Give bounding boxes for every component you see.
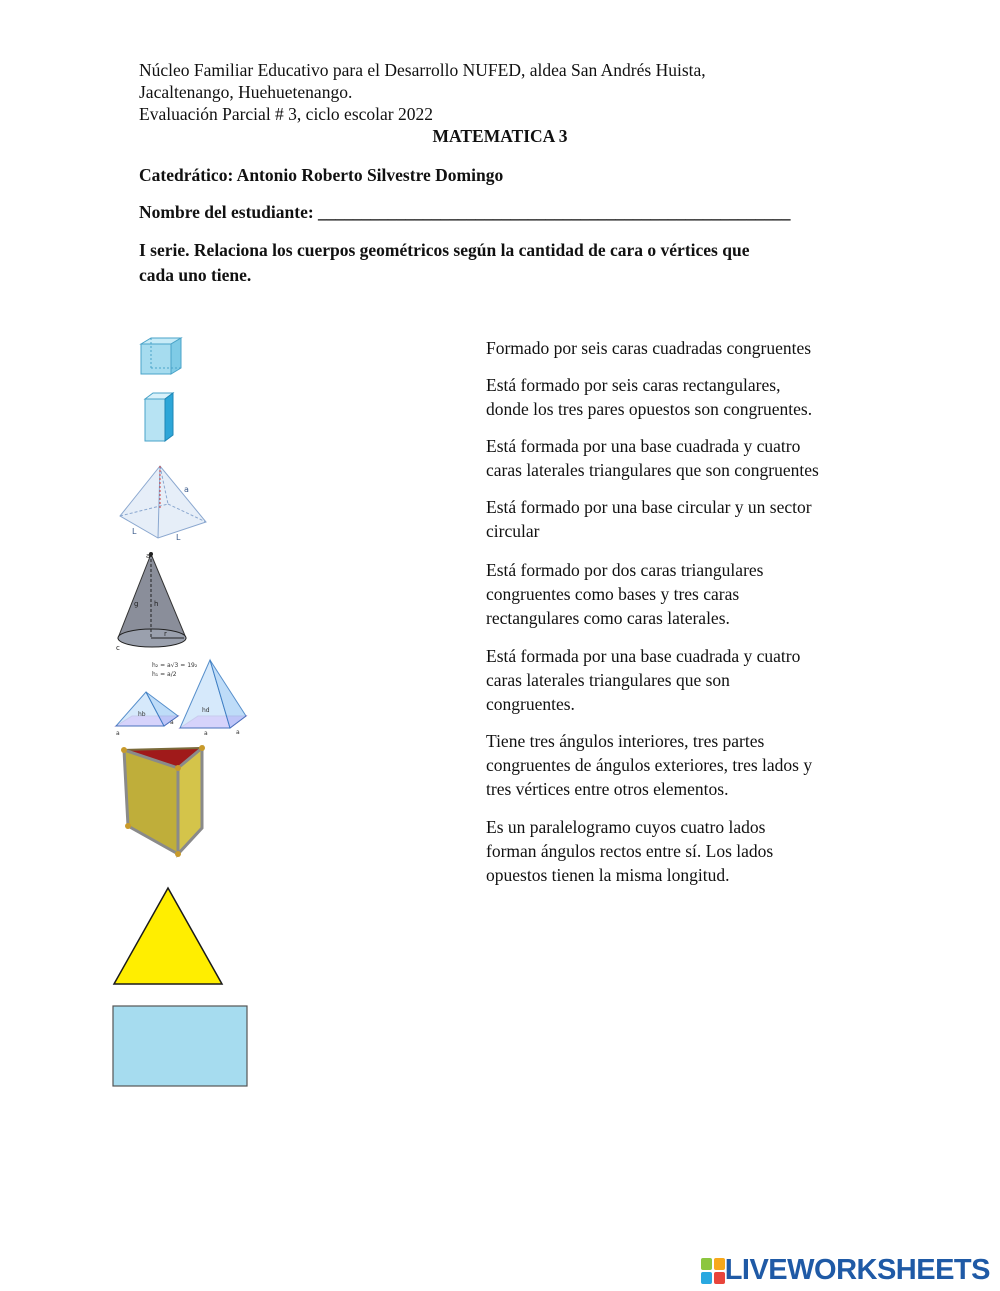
pyramid-label-a: a xyxy=(184,485,189,494)
cone-icon[interactable] xyxy=(114,550,194,652)
pyramid-label-l2: L xyxy=(176,533,181,542)
pair-label-hb: hb xyxy=(138,711,146,718)
description-3-line-1: Está formada por una base cuadrada y cuatro xyxy=(486,436,801,456)
pair-label-a3: a xyxy=(204,730,208,736)
description-6-line-1: Está formada por una base cuadrada y cuatro xyxy=(486,646,801,666)
description-2-line-2: donde los tres pares opuestos son congruentes. xyxy=(486,399,813,419)
cone-label-top: a xyxy=(146,552,151,560)
description-8 xyxy=(486,815,871,887)
cone-label-c: c xyxy=(116,644,120,652)
description-3-line-2: caras laterales triangulares que son congruentes xyxy=(486,460,819,480)
evaluation-line: Evaluación Parcial # 3, ciclo escolar 2022 xyxy=(139,104,433,124)
pyramid-label-l1: L xyxy=(132,527,137,536)
description-8-line-2: forman ángulos rectos entre sí. Los lados xyxy=(486,841,774,861)
student-name-line: Nombre del estudiante: ______________________________________________________ xyxy=(139,202,791,222)
teacher-line: Catedrático: Antonio Roberto Silvestre Domingo xyxy=(139,165,504,185)
school-line-1: Núcleo Familiar Educativo para el Desarrollo NUFED, aldea San Andrés Huista, xyxy=(139,60,706,80)
description-5-line-1: Está formado por dos caras triangulares xyxy=(486,560,764,580)
description-2-line-1: Está formado por seis caras rectangulares, xyxy=(486,375,781,395)
cone-label-g: g xyxy=(134,600,139,608)
liveworksheets-logo[interactable] xyxy=(701,1254,990,1287)
instructions-line-2: cada uno tiene. xyxy=(139,265,252,285)
description-3 xyxy=(486,434,871,482)
description-7-line-3: tres vértices entre otros elementos. xyxy=(486,779,729,799)
square-pyramid-icon[interactable] xyxy=(114,462,214,546)
description-5-line-2: congruentes como bases y tres caras xyxy=(486,584,740,604)
description-6-line-2: caras laterales triangulares que son xyxy=(486,670,730,690)
description-6 xyxy=(486,644,871,716)
description-1 xyxy=(486,336,871,360)
description-7-line-2: congruentes de ángulos exteriores, tres lados y xyxy=(486,755,813,775)
pair-label-hd: hd xyxy=(202,707,210,714)
page-title: MATEMATICA 3 xyxy=(432,126,568,146)
cone-label-r: r xyxy=(164,630,167,638)
description-8-line-3: opuestos tienen la misma longitud. xyxy=(486,865,730,885)
instructions-line-1: I serie. Relaciona los cuerpos geométricos según la cantidad de cara o vértices que xyxy=(139,240,750,260)
rectangle-icon[interactable] xyxy=(112,1005,248,1087)
school-line-2: Jacaltenango, Huehuetenango. xyxy=(139,82,353,102)
triangle-icon[interactable] xyxy=(112,886,224,986)
description-4-line-1: Está formado por una base circular y un sector xyxy=(486,497,812,517)
description-7 xyxy=(486,729,871,801)
pair-label-a1: a xyxy=(116,730,120,736)
triangular-prism-icon[interactable] xyxy=(118,742,208,860)
pyramids-pair-icon[interactable] xyxy=(112,658,248,736)
cone-label-h: h xyxy=(154,600,159,608)
description-2 xyxy=(486,373,871,421)
pair-formula-1: h₂ = a√3 = 19₂ xyxy=(152,662,198,669)
description-7-line-1: Tiene tres ángulos interiores, tres partes xyxy=(486,731,765,751)
description-4-line-2: circular xyxy=(486,521,540,541)
cube-icon[interactable] xyxy=(139,336,183,376)
liveworksheets-logo-icon xyxy=(701,1258,725,1284)
pair-formula-2: h₁ = a/2 xyxy=(152,671,177,678)
description-4 xyxy=(486,495,871,543)
rectangular-prism-icon[interactable] xyxy=(143,391,175,443)
description-1-line-1: Formado por seis caras cuadradas congruentes xyxy=(486,338,812,358)
description-6-line-3: congruentes. xyxy=(486,694,575,714)
description-8-line-1: Es un paralelogramo cuyos cuatro lados xyxy=(486,817,766,837)
brand-name: LIVEWORKSHEETS xyxy=(724,1254,990,1286)
description-5 xyxy=(486,558,871,630)
description-5-line-3: rectangulares como caras laterales. xyxy=(486,608,730,628)
pair-label-a4: a xyxy=(236,729,240,736)
pair-label-a2: a xyxy=(170,719,174,726)
instructions xyxy=(139,238,859,288)
